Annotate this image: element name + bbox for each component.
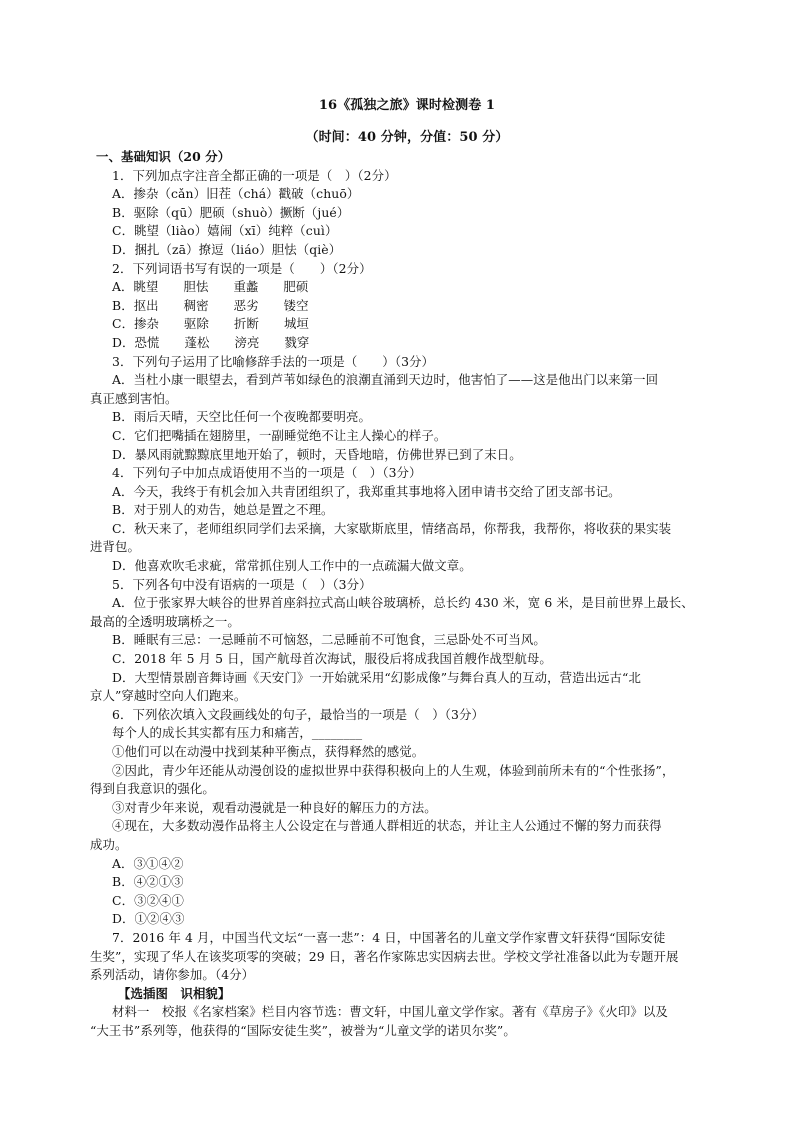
text-line: A．掺杂（cǎn）旧茬（chá）戳破（chuō） — [112, 186, 360, 202]
text-line: B．④②①③ — [112, 874, 184, 890]
text-line: 生奖”，实现了华人在该奖项零的突破；29 日，著名作家陈忠实因病去世。学校文学社准备以此为专题开展 — [90, 948, 679, 964]
text-line: B．睡眠有三忌：一忌睡前不可恼怒，二忌睡前不可饱食，三忌卧处不可当风。 — [112, 632, 546, 648]
text-line: 进背包。 — [90, 539, 140, 555]
section-heading: 一、基础知识（20 分） — [96, 149, 231, 164]
text-line: A．位于张家界大峡谷的世界首座斜拉式高山峡谷玻璃桥，总长约 430 米，宽 6 米，是目前世界上最长、 — [112, 595, 694, 611]
text-line: D．①②④③ — [112, 911, 185, 927]
text-line: B．抠出 稠密 恶劣 镂空 — [112, 297, 309, 313]
text-line: 成功。 — [90, 836, 128, 852]
text-line: 材料一 校报《名家档案》栏目内容节选：曹文轩，中国儿童文学作家。著有《草房子》《火印》以及 — [112, 1004, 668, 1020]
text-line: C．秋天来了，老师组织同学们去采摘，大家歇斯底里，情绪高昂，你帮我，我帮你，将收获的果实装 — [112, 520, 672, 536]
text-line: C．③②④① — [112, 892, 185, 908]
text-line: B．对于别人的劝告，她总是置之不理。 — [112, 502, 334, 518]
text-line: D．捆扎（zā）撩逗（liáo）胆怯（qiè） — [112, 241, 342, 257]
text-line: D．他喜欢吹毛求疵，常常抓住别人工作中的一点疏漏大做文章。 — [112, 558, 472, 574]
text-line: “大王书”系列等，他获得的“国际安徒生奖”，被誉为“儿童文学的诺贝尔奖”。 — [90, 1022, 516, 1038]
text-line: 【选插图 识相貌】 — [118, 985, 231, 1001]
text-line: A．③①④② — [112, 855, 184, 871]
text-line: C．掺杂 驱除 折断 城垣 — [112, 316, 309, 332]
text-line: A．今天，我终于有机会加入共青团组织了，我郑重其事地将入团申请书交给了团支部书记。 — [112, 483, 621, 499]
text-line: 系列活动，请你参加。（4分） — [90, 967, 255, 983]
text-line: 1．下列加点字注音全都正确的一项是（ ）（2分） — [112, 167, 397, 183]
text-line: 6．下列依次填入文段画线处的句子，最恰当的一项是（ ）（3分） — [112, 706, 484, 722]
text-line: 真正感到害怕。 — [90, 390, 178, 406]
document-title: 16《孤独之旅》课时检测卷 1 — [318, 98, 496, 113]
text-line: C．2018 年 5 月 5 日，国产航母首次海试，服役后将成我国首艘作战型航母。 — [112, 651, 552, 667]
text-line: D．恐慌 蓬松 滂亮 戮穿 — [112, 334, 310, 350]
text-line: C．它们把嘴插在翅膀里，一副睡觉绝不让主人操心的样子。 — [112, 427, 447, 443]
text-line: ③对青少年来说，观看动漫就是一种良好的解压力的方法。 — [112, 799, 437, 815]
text-line: 3．下列句子运用了比喻修辞手法的一项是（ ）（3分） — [112, 353, 435, 369]
document-page — [90, 96, 724, 1041]
document-body — [90, 167, 724, 1041]
text-line: 7．2016 年 4 月，中国当代文坛“一喜一悲”：4 日，中国著名的儿童文学作家曹文轩获得“国际安徒 — [112, 929, 666, 945]
text-line: D．暴风雨就黥黥底里地开始了，顿时，天昏地暗，仿佛世界已到了末日。 — [112, 446, 522, 462]
text-line: ②因此，青少年还能从动漫创设的虚拟世界中获得积极向上的人生观，体验到前所未有的“个性张扬”， — [112, 762, 675, 778]
text-line: 最高的全透明玻璃桥之一。 — [90, 613, 240, 629]
text-line: A．当杜小康一眼望去，看到芦苇如绿色的浪潮直涌到天边时，他害怕了——这是他出门以来第一回 — [112, 372, 659, 388]
text-line: D．大型情景剧音舞诗画《天安门》一开始就采用“幻影成像”与舞台真人的互动，营造出远古“北 — [112, 669, 641, 685]
text-line: C．眺望（liào）嬉闹（xī）纯粹（cuì） — [112, 223, 338, 239]
text-line: 2．下列词语书写有误的一项是（ ）（2分） — [112, 260, 372, 276]
text-line: 得到自我意识的强化。 — [90, 781, 215, 797]
text-line: ①他们可以在动漫中找到某种平衡点，获得释然的感觉。 — [112, 744, 425, 759]
text-line: B．驱除（qū）肥硕（shuò）撅断（jué） — [112, 204, 350, 220]
text-line: B．雨后天晴，天空比任何一个夜晚都要明亮。 — [112, 409, 372, 425]
text-line: 5．下列各句中没有语病的一项是（ ）（3分） — [112, 576, 372, 592]
text-line: A．眺望 胆怯 重蠡 肥硕 — [112, 279, 309, 295]
text-line: ④现在，大多数动漫作品将主人公设定在与普通人群相近的状态，并让主人公通过不懈的努力而获得 — [112, 818, 662, 834]
text-line: 京人”穿越时空向人们跑来。 — [90, 688, 247, 704]
document-subtitle: （时间：40 分钟，分值：50 分） — [305, 130, 509, 145]
text-line: 4．下列句子中加点成语使用不当的一项是（ ）（3分） — [112, 465, 422, 481]
text-line: 每个人的成长其实都有压力和痛苦，________ — [112, 725, 363, 741]
